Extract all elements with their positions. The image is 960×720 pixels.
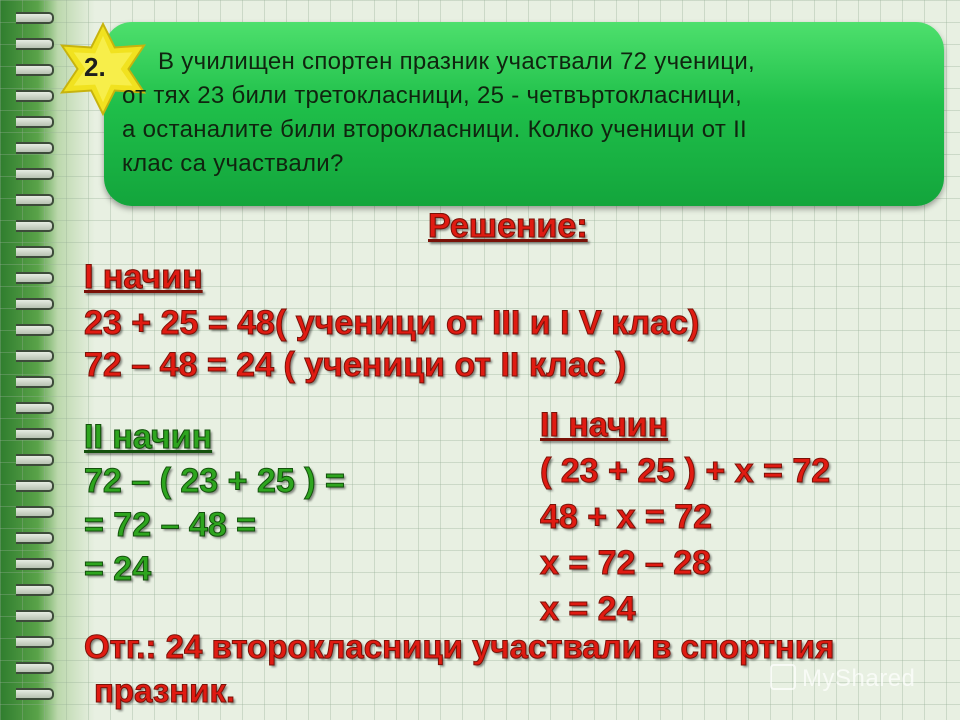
answer-line: празник. (94, 672, 236, 709)
method1-line: 72 – 48 = 24 ( ученици от II клас ) (84, 346, 627, 384)
method2-right-line: ( 23 + 25 ) + x = 72 (540, 452, 831, 490)
task-line: от тях 23 били третокласници, 25 - четвъртокласници, (122, 82, 743, 109)
watermark-text: MyShared (802, 665, 916, 692)
watermark-logo-icon (770, 664, 796, 690)
method1-line: 23 + 25 = 48( ученици от III и I V клас) (84, 304, 700, 342)
task-number: 2. (84, 52, 106, 82)
task-text (122, 45, 938, 181)
solution-title: Решение: (428, 207, 588, 245)
task-line: а останалите били второкласници. Колко ученици от II (122, 116, 748, 143)
method2-right-line: x = 72 – 28 (540, 544, 712, 582)
method1-title: I начин (84, 258, 203, 296)
watermark (770, 664, 915, 693)
method2-left-line: = 24 (84, 550, 152, 588)
method2-right-title: II начин (540, 406, 669, 444)
task-line: клас са участвали? (122, 150, 344, 177)
method2-right-line: 48 + x = 72 (540, 498, 713, 536)
method2-left-line: = 72 – 48 = (84, 506, 257, 544)
method2-left-line: 72 – ( 23 + 25 ) = (84, 462, 345, 500)
method2-left-title: II начин (84, 418, 213, 456)
answer-line: Отг.: 24 второкласници участвали в спортния (84, 628, 835, 665)
task-line: В училищен спортен празник участвали 72 ученици, (158, 48, 755, 75)
method2-right-line: x = 24 (540, 590, 636, 628)
